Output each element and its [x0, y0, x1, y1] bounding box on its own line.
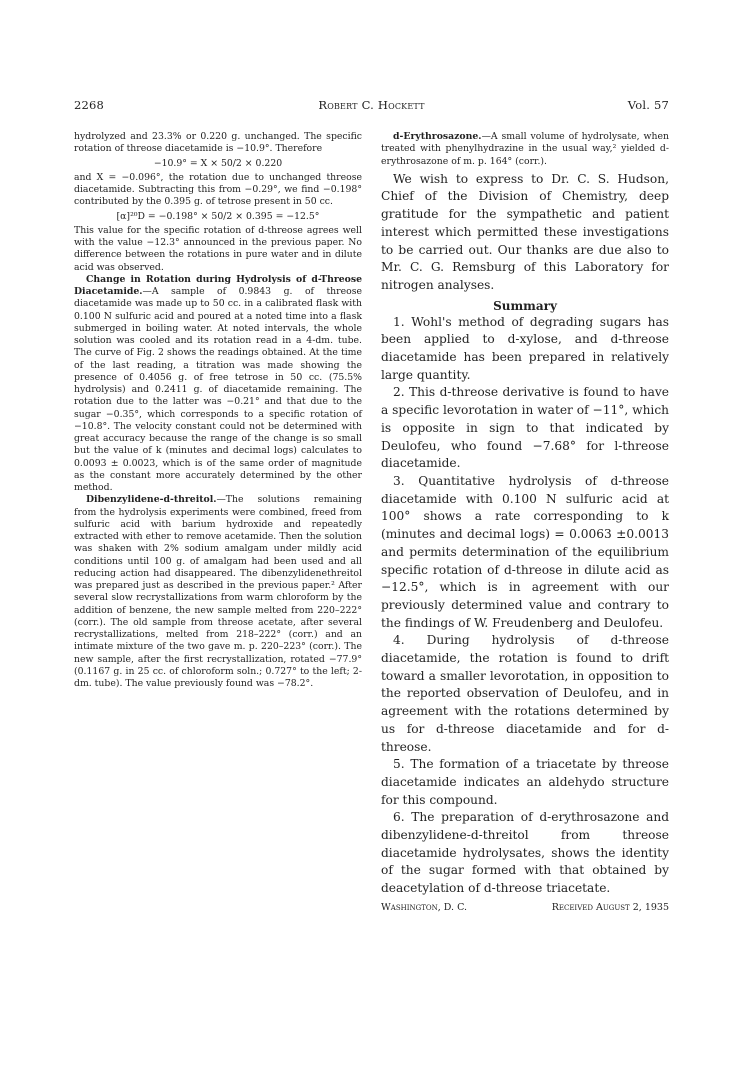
- summary-item: 2. This d-threose derivative is found to have a specific levorotation in water of −11°, which is opposite in sign to that indicated by Deulofeu, who found −7.68° for l-threose diacetamide.: [381, 385, 669, 471]
- paragraph-text: —A sample of 0.9843 g. of threose diacetamide was made up to 50 cc. in a calibrated flask with 0.100 N sulfuric acid and poured at a noted time into a flask submerged in boiling water. At noted intervals, the whole solution was cooled and its rotation read in a 4-dm. tube. The curve of Fig. 2 shows the readings obtained. At the time of the last reading, a titration was made showing the presence of 0.4056 g. of free tetrose in 50 cc. (75.5% hydrolysis) and 0.2411 g. of diacetamide remaining. The rotation due to the latter was −0.21° and that due to the sugar −0.35°, which corresponds to a specific rotation of −10.8°. The velocity constant could not be determined with great accuracy because the range of the change is so small but the value of k (minutes and decimal logs) calculates to 0.0093 ± 0.0023, which is of the same order of magnitude as the constant more accurately determined by the other method.: [74, 286, 362, 493]
- paragraph: This value for the specific rotation of d-threose agrees well with the value −12.3° announced in the previous paper. No difference between the rotations in pure water and in dilute acid was observed.: [74, 224, 362, 273]
- equation: [α]²⁰D = −0.198° × 50/2 × 0.395 = −12.5°: [116, 210, 320, 222]
- equation: −10.9° = X × 50/2 × 0.220: [153, 157, 283, 169]
- left-column: [74, 131, 362, 690]
- paragraph-text: —A small volume of hydrolysate, when treated with phenylhydrazine in the usual way,² yielded d-erythrosazone of m. p. 164° (corr.).: [381, 131, 669, 167]
- received-date: Received August 2, 1935: [551, 901, 669, 913]
- dateline: [381, 902, 669, 916]
- section-heading: Change in Rotation during Hydrolysis of d-Threose Diacetamide.: [74, 273, 362, 297]
- paragraph: hydrolyzed and 23.3% or 0.220 g. unchanged. The specific rotation of threose diacetamide is −10.9°. Therefore: [74, 131, 362, 155]
- summary-item: 4. During hydrolysis of d-threose diacetamide, the rotation is found to drift toward a smaller levorotation, in opposition to the reported observation of Deulofeu, and in agreement with the rotations determined by us for d-threose diacetamide and for d-threose.: [381, 633, 669, 754]
- summary-item: 3. Quantitative hydrolysis of d-threose diacetamide with 0.100 N sulfuric acid at 100° shows a rate corresponding to k (minutes and decimal logs) = 0.0063 ±0.0013 and permits determination of the equilibrium specific rotation of d-threose in dilute acid as −12.5°, which is in agreement with our previously determined value and contrary to the findings of W. Freudenberg and Deulofeu.: [381, 474, 669, 630]
- right-column: [381, 131, 669, 916]
- section-paragraph: [74, 274, 362, 495]
- summary-item: 1. Wohl's method of degrading sugars has been applied to d-xylose, and d-threose diacetamide has been prepared in relatively large quantity.: [381, 314, 669, 382]
- summary-item: 6. The preparation of d-erythrosazone and dibenzylidene-d-threitol from threose diacetamide hydrolysates, shows the identity of the sugar formed with that obtained by deacetylation of d-threose triacetate.: [381, 810, 669, 896]
- paragraph-text: —The solutions remaining from the hydrolysis experiments were combined, freed from sulfuric acid with barium hydroxide and repeatedly extracted with ether to remove acetamide. Then the solution was shaken with 2% sodium amalgam under mildly acid conditions until 100 g. of amalgam had been used and all reducing action had disappeared. The dibenzylidenethreitol was prepared just as described in the previous paper.² After several slow recrystallizations from warm chloroform by the addition of benzene, the new sample melted from 220–222° (corr.). The old sample from threose acetate, after several recrystallizations, melted from 218–222° (corr.) and an intimate mixture of the two gave m. p. 220–223° (corr.). The new sample, after the first recrystallization, rotated −77.9° (0.1167 g. in 25 cc. of chloroform soln.; 0.727° to the left; 2-dm. tube). The value previously found was −78.2°.: [74, 494, 362, 689]
- section-heading: Dibenzylidene-d-threitol.: [86, 494, 217, 506]
- acknowledgment: We wish to express to Dr. C. S. Hudson, Chief of the Division of Chemistry, deep gratitude for the sympathetic and patient interest which permitted these investigations to be carried out. Our thanks are due also to Mr. C. G. Remsburg of this Laboratory for nitrogen analyses.: [381, 171, 669, 292]
- section-paragraph: [74, 494, 362, 690]
- running-header: [74, 98, 669, 114]
- running-author: Robert C. Hockett: [318, 98, 425, 112]
- summary-item: 5. The formation of a triacetate by threose diacetamide indicates an aldehydo structure for this compound.: [381, 757, 669, 807]
- section-paragraph: [381, 131, 669, 168]
- section-heading: d-Erythrosazone.: [393, 131, 482, 142]
- volume-label: Vol. 57: [627, 98, 669, 112]
- dateline-location: Washington, D. C.: [381, 901, 468, 913]
- summary-heading: Summary: [493, 298, 557, 313]
- paragraph: and X = −0.096°, the rotation due to unchanged threose diacetamide. Subtracting this from −0.29°, we find −0.198° contributed by the 0.395 g. of tetrose present in 50 cc.: [74, 171, 362, 208]
- page-number: 2268: [74, 98, 105, 112]
